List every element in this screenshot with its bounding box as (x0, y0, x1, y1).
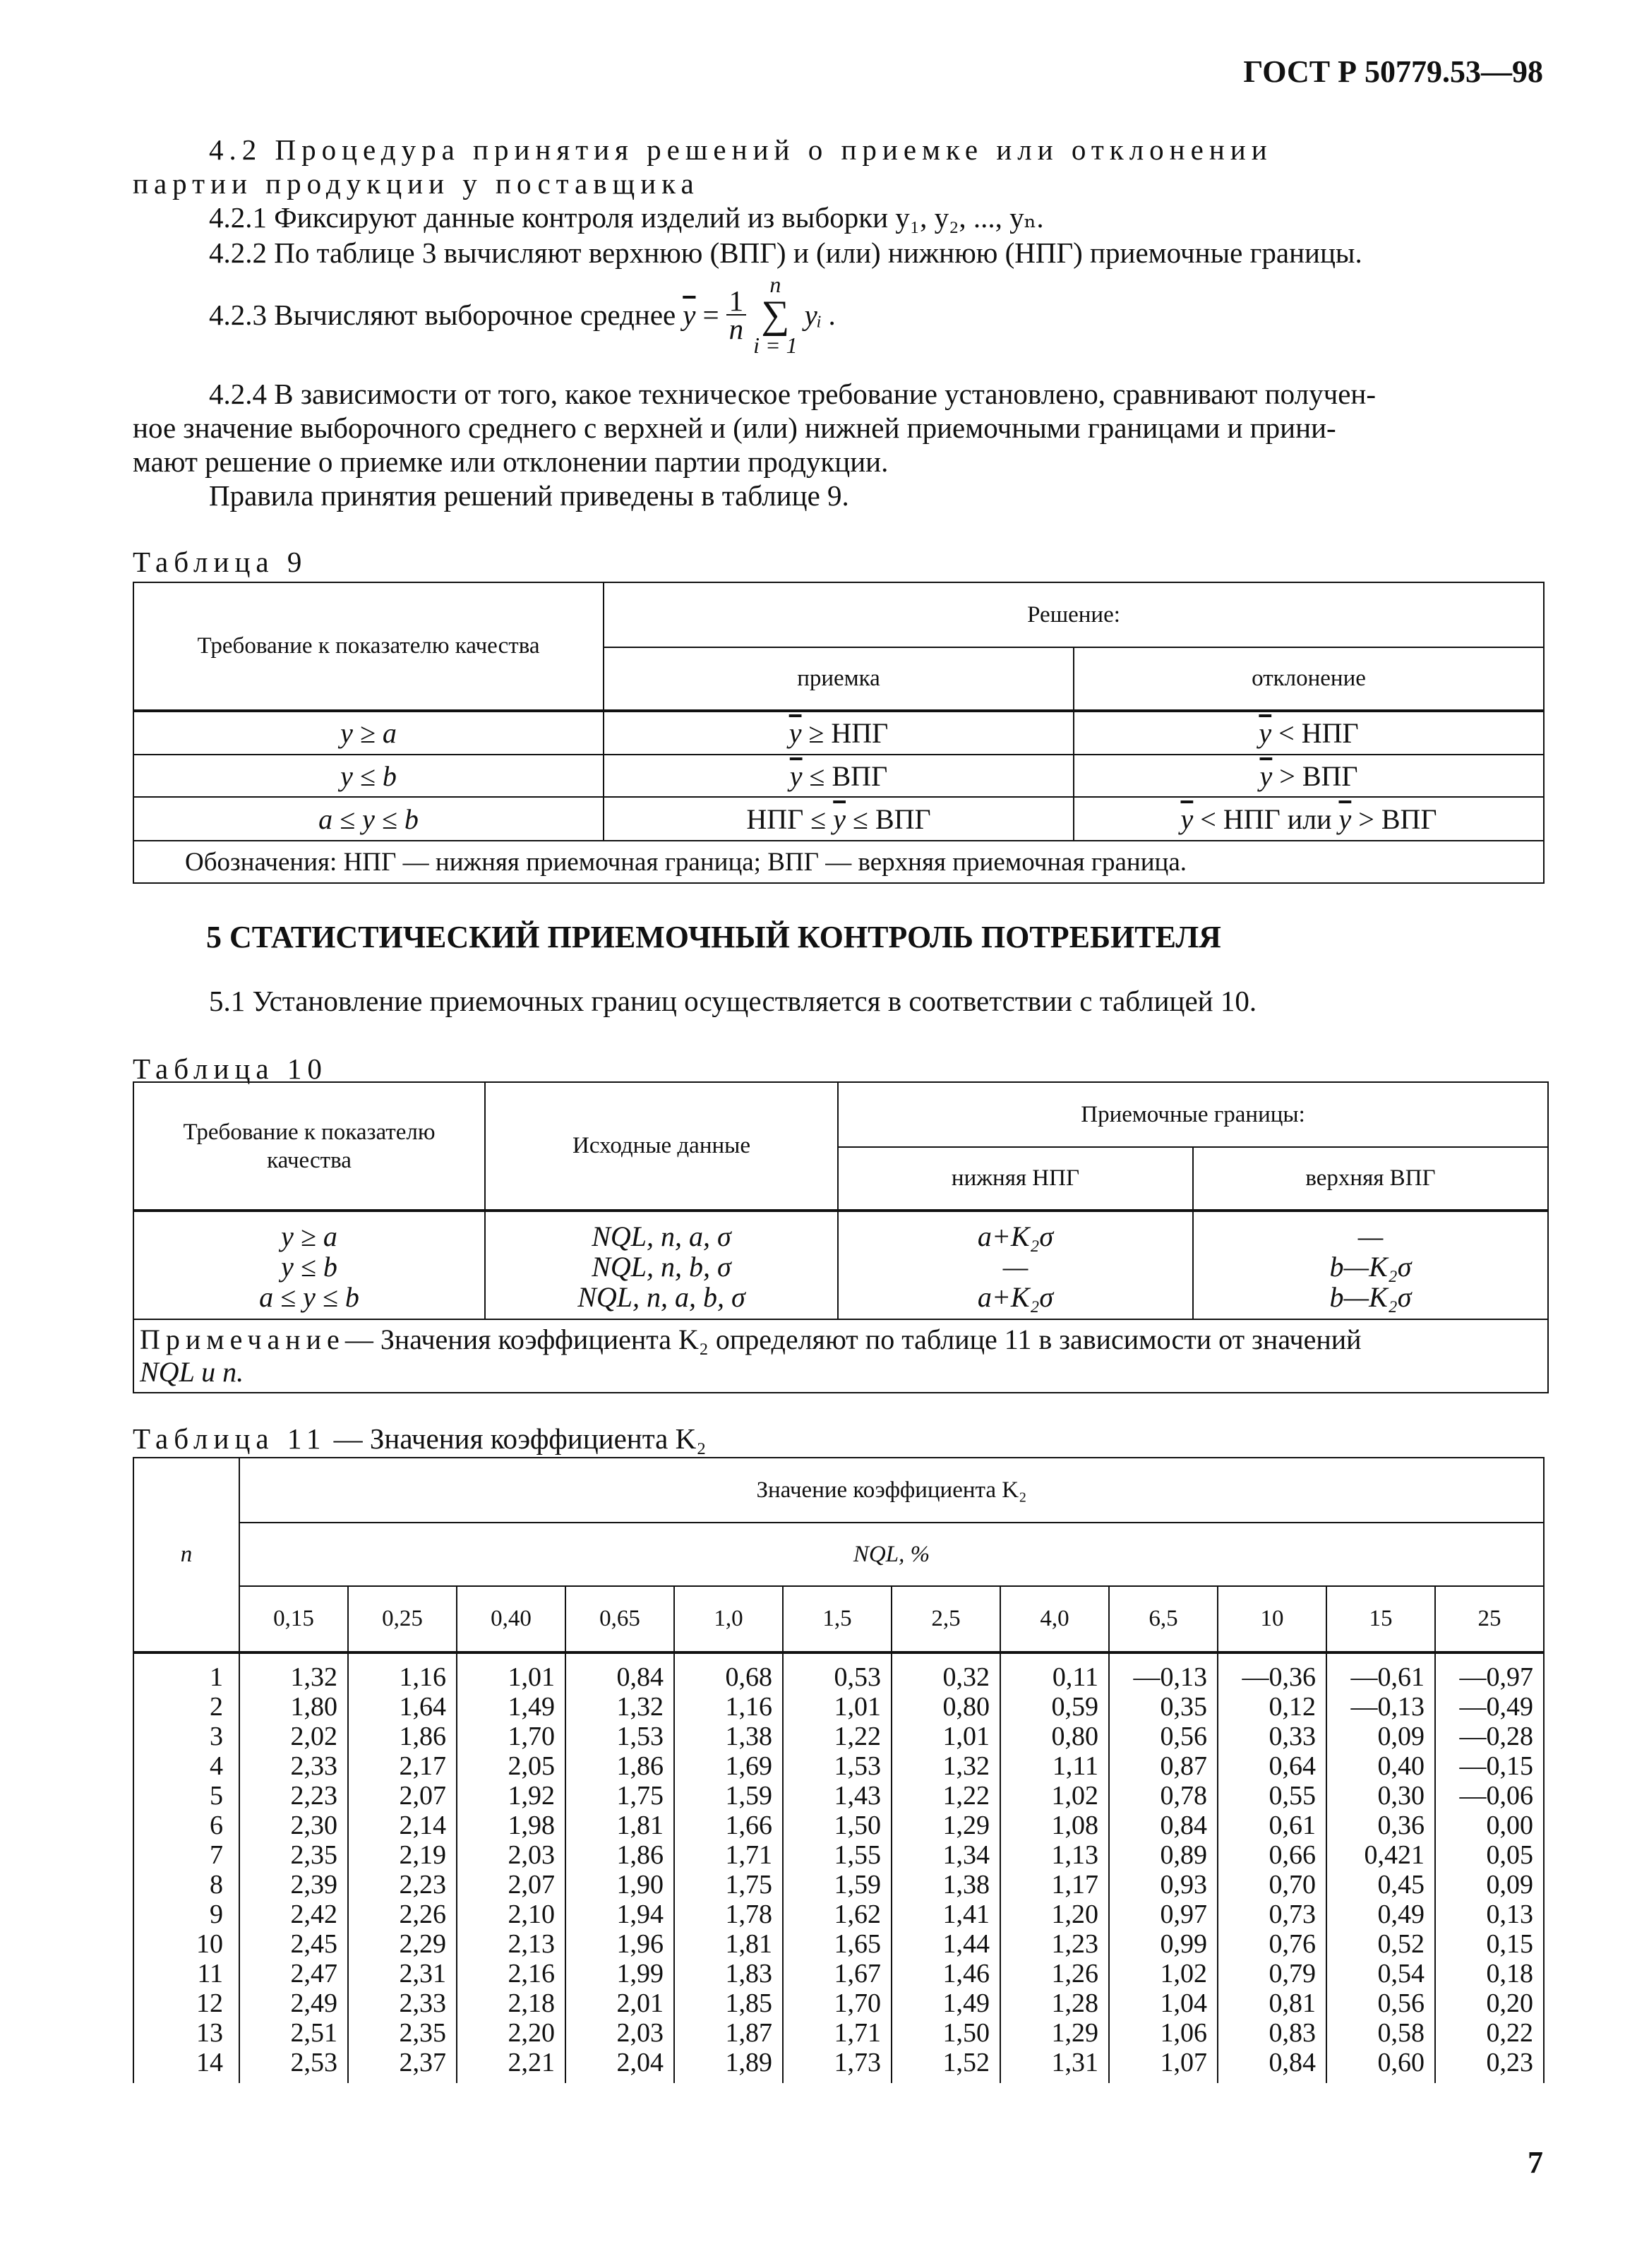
table10-header-input: Исходные данные (485, 1082, 838, 1211)
table11-cell: 2,26 (399, 1900, 446, 1929)
table9-accept-2: $\overline{y}$ ≤ ВПГ (604, 755, 1074, 797)
table11-cell: 2,47 (290, 1959, 337, 1988)
table11-cell: 2,04 (616, 2048, 664, 2077)
table11-cell: 2,37 (399, 2048, 446, 2077)
fraction-denominator: n (728, 313, 744, 345)
table11-cell: 1,28 (1051, 1988, 1098, 2018)
table-row (133, 711, 1544, 755)
table11-cell: 1,26 (1051, 1959, 1098, 1988)
table11-cell: 0,33 (1269, 1722, 1316, 1751)
table11-cell: 1,16 (725, 1692, 772, 1722)
table11-cell: 2,53 (290, 2048, 337, 2077)
table11-value-column (1109, 1652, 1218, 2083)
table11-cell: 1,71 (725, 1840, 772, 1870)
heading-4-2-cont: партии продукции у поставщика (133, 167, 700, 200)
table11-cell: 0,52 (1377, 1929, 1425, 1959)
table11-nql-level: 6,5 (1109, 1586, 1218, 1652)
table11-cell: 1,89 (725, 2048, 772, 2077)
table11-cell: —0,36 (1242, 1662, 1316, 1692)
table11-cell: 0,35 (1160, 1692, 1207, 1722)
section-5-title: 5 СТАТИСТИЧЕСКИЙ ПРИЕМОЧНЫЙ КОНТРОЛЬ ПОТРЕБИТЕЛЯ (206, 920, 1221, 954)
table11-cell: 0,81 (1269, 1988, 1316, 2018)
table11-cell: 0,421 (1364, 1840, 1425, 1870)
table11-cell: 1,86 (399, 1722, 446, 1751)
table11-value-column (457, 1652, 565, 2083)
table11-cell: 1,16 (399, 1662, 446, 1692)
paragraph-4-2-4-line1: 4.2.4 В зависимости от того, какое техническое требование установлено, сравнивают получен- (209, 378, 1376, 410)
table11-cell: 1,55 (834, 1840, 881, 1870)
table11-cell: —0,13 (1350, 1692, 1425, 1722)
table11-cell: 1,22 (834, 1722, 881, 1751)
table11-cell: 0,79 (1269, 1959, 1316, 1988)
table11-cell: 2,33 (399, 1988, 446, 2018)
table10-note-text-2: NQL и n. (140, 1356, 244, 1388)
table-row (133, 797, 1544, 841)
table11-cell: 0,76 (1269, 1929, 1316, 1959)
table11-value-column (1000, 1652, 1109, 2083)
table11-cell: 2,33 (290, 1751, 337, 1781)
table11-cell: 1,02 (1051, 1781, 1098, 1811)
table11-cell: —0,28 (1459, 1722, 1534, 1751)
table11-cell: 2,03 (616, 2018, 664, 2048)
table11-cell: —0,49 (1459, 1692, 1534, 1722)
summation-lower-limit: i = 1 (753, 332, 798, 358)
table10-upper-1: — (1357, 1220, 1384, 1252)
table11-cell: 1,38 (942, 1870, 990, 1900)
table11-cell: 0,83 (1269, 2018, 1316, 2048)
table11-cell: 0,09 (1377, 1722, 1425, 1751)
table-row (133, 1211, 1548, 1319)
equals-sign: = (702, 299, 719, 331)
table11-cell: 0,00 (1486, 1811, 1534, 1840)
table10-header-lower: нижняя НПГ (838, 1147, 1193, 1211)
table11-cell: 2,35 (399, 2018, 446, 2048)
table11-cell: 0,70 (1269, 1870, 1316, 1900)
table10-header-upper: верхняя ВПГ (1193, 1147, 1548, 1211)
table11-value-column (892, 1652, 1000, 2083)
table11-cell: 1,70 (834, 1988, 881, 2018)
table11-cell: 1,46 (942, 1959, 990, 1988)
table11-cell: 1,90 (616, 1870, 664, 1900)
table11-cell: 1,59 (725, 1781, 772, 1811)
table11-nql-levels-row (133, 1586, 1544, 1652)
table11-cell: 0,05 (1486, 1840, 1534, 1870)
table9-req-3: a ≤ y ≤ b (133, 797, 604, 841)
table11-n-value: 7 (210, 1840, 223, 1870)
table11-cell: 1,98 (508, 1811, 555, 1840)
table11-cell: 0,40 (1377, 1751, 1425, 1781)
table11-cell: 0,56 (1160, 1722, 1207, 1751)
table11-cell: 1,80 (290, 1692, 337, 1722)
table11-cell: 0,66 (1269, 1840, 1316, 1870)
table11-nql-level: 0,65 (565, 1586, 674, 1652)
table11-cell: 0,30 (1377, 1781, 1425, 1811)
table11-cell: 1,04 (1160, 1988, 1207, 2018)
table-row (133, 1652, 1544, 2083)
table11-nql-level: 1,0 (674, 1586, 783, 1652)
table11-cell: 1,75 (616, 1781, 664, 1811)
table9-note: Обозначения: НПГ — нижняя приемочная граница; ВПГ — верхняя приемочная граница. (133, 841, 1544, 883)
table11-cell: 1,59 (834, 1870, 881, 1900)
table11-cell: 1,53 (834, 1751, 881, 1781)
table11-value-column (1435, 1652, 1544, 2083)
table11-n-column (133, 1652, 239, 2083)
table10 (133, 1081, 1549, 1393)
table11-nql-level: 4,0 (1000, 1586, 1109, 1652)
table9-header-reject: отклонение (1074, 647, 1544, 711)
table9-header-decision: Решение: (604, 582, 1544, 647)
table11-cell: 0,84 (1269, 2048, 1316, 2077)
table11-cell: 0,87 (1160, 1751, 1207, 1781)
paragraph-4-2-4-line2: ное значение выборочного среднего с верхней и (или) нижней приемочными границами и прини- (133, 412, 1336, 444)
table11-n-value: 9 (210, 1900, 223, 1929)
paragraph-rules: Правила принятия решений приведены в таблице 9. (209, 479, 849, 512)
table11-header-n: n (133, 1458, 239, 1652)
table11-cell: 1,38 (725, 1722, 772, 1751)
table11-cell: 1,31 (1051, 2048, 1098, 2077)
table11-cell: 1,66 (725, 1811, 772, 1840)
table11-cell: 1,87 (725, 2018, 772, 2048)
table11-cell: 0,11 (1052, 1662, 1098, 1692)
table11-cell: 1,52 (942, 2048, 990, 2077)
table11-cell: 2,51 (290, 2018, 337, 2048)
table11-cell: 0,60 (1377, 2048, 1425, 2077)
table11-cell: 2,30 (290, 1811, 337, 1840)
table9 (133, 582, 1545, 884)
table11-value-column (674, 1652, 783, 2083)
paragraph-4-2-4-line3: мают решение о приемке или отклонении партии продукции. (133, 445, 889, 478)
table11-cell: 1,65 (834, 1929, 881, 1959)
heading-4-2: 4.2 Процедура принятия решений о приемке или отклонении (209, 133, 1273, 166)
table11-cell: 0,12 (1269, 1692, 1316, 1722)
table11-cell: 0,20 (1486, 1988, 1534, 2018)
table11-cell: 1,29 (1051, 2018, 1098, 2048)
table10-lower-2: — (1002, 1251, 1029, 1283)
table11-cell: —0,06 (1459, 1781, 1534, 1811)
table11-cell: 1,07 (1160, 2048, 1207, 2077)
table9-header-requirement: Требование к показателю качества (133, 582, 604, 711)
table11-n-value: 4 (210, 1751, 223, 1781)
table11-cell: 1,32 (290, 1662, 337, 1692)
table11-cell: 1,83 (725, 1959, 772, 1988)
table11-caption-text: — Значения коэффициента K₂ (326, 1422, 707, 1455)
table11-cell: 2,16 (508, 1959, 555, 1988)
table11-cell: 2,13 (508, 1929, 555, 1959)
table11-cell: 0,84 (616, 1662, 664, 1692)
table11-cell: 0,61 (1269, 1811, 1316, 1840)
table10-lower-limits (838, 1211, 1193, 1319)
table10-req-2: y ≤ b (281, 1251, 337, 1283)
table11-cell: 0,45 (1377, 1870, 1425, 1900)
table11-cell: 0,99 (1160, 1929, 1207, 1959)
table11-nql-level: 2,5 (892, 1586, 1000, 1652)
table11-cell: 2,01 (616, 1988, 664, 2018)
table10-input-3: NQL, n, a, b, σ (577, 1281, 745, 1313)
table11-value-column (783, 1652, 892, 2083)
table11-cell: 1,49 (942, 1988, 990, 2018)
table10-lower-1: a+K₂σ (977, 1220, 1054, 1252)
table11-cell: 2,18 (508, 1988, 555, 2018)
table11-n-value: 8 (210, 1870, 223, 1900)
table11-cell: 0,84 (1160, 1811, 1207, 1840)
table11-cell: 2,20 (508, 2018, 555, 2048)
table11-cell: 1,01 (834, 1692, 881, 1722)
table11-cell: 0,89 (1160, 1840, 1207, 1870)
table11-cell: 1,13 (1051, 1840, 1098, 1870)
table11-cell: 2,23 (399, 1870, 446, 1900)
table11-cell: 0,49 (1377, 1900, 1425, 1929)
table11-cell: 1,99 (616, 1959, 664, 1988)
table11-header-nql: NQL, % (239, 1523, 1544, 1586)
table9-reject-3: $\overline{y}$ < НПГ или $\overline{y}$ > ВПГ (1074, 797, 1544, 841)
table11-cell: 1,34 (942, 1840, 990, 1870)
table10-inputs (485, 1211, 838, 1319)
table11-nql-level: 25 (1435, 1586, 1544, 1652)
table11-n-value: 1 (210, 1662, 223, 1692)
table11-cell: 2,45 (290, 1929, 337, 1959)
paragraph-4-2-3-text: 4.2.3 Вычисляют выборочное среднее (209, 299, 676, 331)
table11-cell: 1,67 (834, 1959, 881, 1988)
table11-cell: 1,08 (1051, 1811, 1098, 1840)
table11-n-value: 11 (197, 1959, 223, 1988)
table11-cell: 0,68 (725, 1662, 772, 1692)
table11-cell: 1,32 (942, 1751, 990, 1781)
table11-cell: 1,44 (942, 1929, 990, 1959)
table11-nql-level: 15 (1326, 1586, 1435, 1652)
paragraph-4-2-2: 4.2.2 По таблице 3 вычисляют верхнюю (ВПГ) и (или) нижнюю (НПГ) приемочные границы. (209, 236, 1362, 269)
table11-cell: 0,93 (1160, 1870, 1207, 1900)
table11-nql-level: 0,25 (348, 1586, 457, 1652)
table11-cell: 1,32 (616, 1692, 664, 1722)
table11-cell: 1,02 (1160, 1959, 1207, 1988)
table11-nql-level: 0,40 (457, 1586, 565, 1652)
table11-cell: 0,73 (1269, 1900, 1316, 1929)
table11-cell: 2,05 (508, 1751, 555, 1781)
table11-cell: 2,29 (399, 1929, 446, 1959)
table11-caption-label: Таблица 11 (133, 1422, 327, 1455)
table11-n-value: 6 (210, 1811, 223, 1840)
fraction (726, 284, 747, 345)
table11-n-value: 10 (196, 1929, 223, 1959)
table11-cell: 1,20 (1051, 1900, 1098, 1929)
table11-cell: 1,50 (834, 1811, 881, 1840)
table11-cell: 2,07 (399, 1781, 446, 1811)
table10-req-1: y ≥ a (281, 1220, 337, 1252)
table11-cell: 1,53 (616, 1722, 664, 1751)
table11-cell: 1,43 (834, 1781, 881, 1811)
table11-nql-level: 0,15 (239, 1586, 348, 1652)
table10-header-requirement: Требование к показателю качества (133, 1082, 485, 1211)
table11-n-value: 3 (210, 1722, 223, 1751)
sample-mean-symbol: $\overline{y}$ (683, 299, 696, 331)
table11-cell: 1,73 (834, 2048, 881, 2077)
table11-cell: 2,14 (399, 1811, 446, 1840)
table11-value-column (1218, 1652, 1326, 2083)
table11-cell: 2,19 (399, 1840, 446, 1870)
table11-cell: 1,11 (1052, 1751, 1098, 1781)
table11-cell: 0,53 (834, 1662, 881, 1692)
table10-input-2: NQL, n, b, σ (592, 1251, 731, 1283)
table11-cell: 0,09 (1486, 1870, 1534, 1900)
table10-input-1: NQL, n, a, σ (592, 1220, 731, 1252)
table11-cell: 0,59 (1051, 1692, 1098, 1722)
paragraph-4-2-3 (209, 272, 837, 357)
table11-header-value: Значение коэффициента K₂ (239, 1458, 1544, 1523)
table11-cell: 1,78 (725, 1900, 772, 1929)
table11-cell: 0,32 (942, 1662, 990, 1692)
table9-req-2: y ≤ b (133, 755, 604, 797)
table11-cell: 1,22 (942, 1781, 990, 1811)
table9-header-accept: приемка (604, 647, 1074, 711)
table11-cell: —0,97 (1459, 1662, 1534, 1692)
table10-requirements (133, 1211, 485, 1319)
table11-cell: 0,18 (1486, 1959, 1534, 1988)
table11-cell: 2,49 (290, 1988, 337, 2018)
table11-cell: 0,15 (1486, 1929, 1534, 1959)
table11-cell: 1,94 (616, 1900, 664, 1929)
table11-cell: 1,62 (834, 1900, 881, 1929)
table11-cell: 1,85 (725, 1988, 772, 2018)
table11-cell: 1,01 (508, 1662, 555, 1692)
table11-cell: 1,96 (616, 1929, 664, 1959)
table11-cell: 0,54 (1377, 1959, 1425, 1988)
table11-cell: 1,06 (1160, 2018, 1207, 2048)
document-code: ГОСТ Р 50779.53—98 (1243, 54, 1543, 89)
table11-cell: 2,10 (508, 1900, 555, 1929)
table11-cell: —0,15 (1459, 1751, 1534, 1781)
sigma-symbol: ∑ (761, 293, 790, 337)
table11-cell: 2,03 (508, 1840, 555, 1870)
table11-cell: 0,80 (942, 1692, 990, 1722)
table11-value-column (348, 1652, 457, 2083)
table10-upper-3: b—K₂σ (1329, 1281, 1412, 1313)
table11-cell: 1,81 (616, 1811, 664, 1840)
table11-cell: 1,70 (508, 1722, 555, 1751)
table11-cell: 0,55 (1269, 1781, 1316, 1811)
table11-cell: 1,41 (942, 1900, 990, 1929)
summation-upper-limit: n (769, 272, 781, 297)
table11-cell: 1,23 (1051, 1929, 1098, 1959)
table11-cell: 0,64 (1269, 1751, 1316, 1781)
table11-cell: 1,86 (616, 1840, 664, 1870)
table11-cell: 1,29 (942, 1811, 990, 1840)
table11-cell: 2,17 (399, 1751, 446, 1781)
table11-cell: —0,13 (1133, 1662, 1207, 1692)
table11-cell: 1,50 (942, 2018, 990, 2048)
summation (753, 272, 797, 357)
table11-value-column (1326, 1652, 1435, 2083)
table9-caption: Таблица 9 (133, 546, 308, 578)
table10-header-limits: Приемочные границы: (838, 1082, 1548, 1147)
table11-cell: 0,58 (1377, 2018, 1425, 2048)
table11-value-column (565, 1652, 674, 2083)
table9-accept-3: НПГ ≤ $\overline{y}$ ≤ ВПГ (604, 797, 1074, 841)
table11-n-value: 2 (210, 1692, 223, 1722)
table11-cell: 2,31 (399, 1959, 446, 1988)
table11-cell: 2,39 (290, 1870, 337, 1900)
table11-n-value: 13 (196, 2018, 223, 2048)
table10-upper-limits (1193, 1211, 1548, 1319)
table10-caption: Таблица 10 (133, 1052, 328, 1085)
summation-term: yᵢ . (804, 299, 837, 331)
table11-cell: 1,92 (508, 1781, 555, 1811)
fraction-numerator: 1 (726, 287, 747, 316)
table11-cell: 0,13 (1486, 1900, 1534, 1929)
table11-cell: 2,35 (290, 1840, 337, 1870)
table11-cell: 0,80 (1051, 1722, 1098, 1751)
table11-value-column (239, 1652, 348, 2083)
table9-reject-1: $\overline{y}$ < НПГ (1074, 711, 1544, 755)
table9-accept-1: $\overline{y}$ ≥ НПГ (604, 711, 1074, 755)
table11-cell: 2,07 (508, 1870, 555, 1900)
table11-nql-level: 10 (1218, 1586, 1326, 1652)
paragraph-5-1: 5.1 Установление приемочных границ осуществляется в соответствии с таблицей 10. (209, 985, 1257, 1017)
table11-nql-level: 1,5 (783, 1586, 892, 1652)
table11-cell: 1,69 (725, 1751, 772, 1781)
table11-caption (133, 1422, 707, 1456)
table9-reject-2: $\overline{y}$ > ВПГ (1074, 755, 1544, 797)
table11-cell: 1,49 (508, 1692, 555, 1722)
table11-cell: 1,17 (1051, 1870, 1098, 1900)
table11-cell: 1,81 (725, 1929, 772, 1959)
page-number: 7 (1528, 2145, 1543, 2180)
table11-cell: 1,64 (399, 1692, 446, 1722)
table9-req-1: y ≥ a (133, 711, 604, 755)
table11-cell: 2,21 (508, 2048, 555, 2077)
table10-note-text: — Значения коэффициента K₂ определяют по таблице 11 в зависимости от значений (344, 1324, 1362, 1355)
table11-cell: 2,02 (290, 1722, 337, 1751)
table11-cell: 1,75 (725, 1870, 772, 1900)
table11-cell: 0,56 (1377, 1988, 1425, 2018)
table11-cell: 0,97 (1160, 1900, 1207, 1929)
table10-note-label: Примечание (140, 1324, 345, 1355)
table11-cell: —0,61 (1350, 1662, 1425, 1692)
table10-upper-2: b—K₂σ (1329, 1251, 1412, 1283)
table11-n-value: 14 (196, 2048, 223, 2077)
table11-cell: 0,22 (1486, 2018, 1534, 2048)
table10-req-3: a ≤ y ≤ b (259, 1281, 359, 1313)
table11-cell: 0,78 (1160, 1781, 1207, 1811)
table11 (133, 1457, 1545, 2083)
table11-cell: 2,42 (290, 1900, 337, 1929)
table11-cell: 2,23 (290, 1781, 337, 1811)
table10-lower-3: a+K₂σ (977, 1281, 1054, 1313)
table-row (133, 755, 1544, 797)
table10-note (133, 1319, 1548, 1393)
table11-cell: 1,86 (616, 1751, 664, 1781)
table11-cell: 0,36 (1377, 1811, 1425, 1840)
table11-cell: 0,23 (1486, 2048, 1534, 2077)
table11-n-value: 12 (196, 1988, 223, 2018)
table11-n-value: 5 (210, 1781, 223, 1811)
paragraph-4-2-1: 4.2.1 Фиксируют данные контроля изделий из выборки y₁, y₂, ..., yₙ. (209, 201, 1044, 234)
table11-cell: 1,01 (942, 1722, 990, 1751)
table11-cell: 1,71 (834, 2018, 881, 2048)
